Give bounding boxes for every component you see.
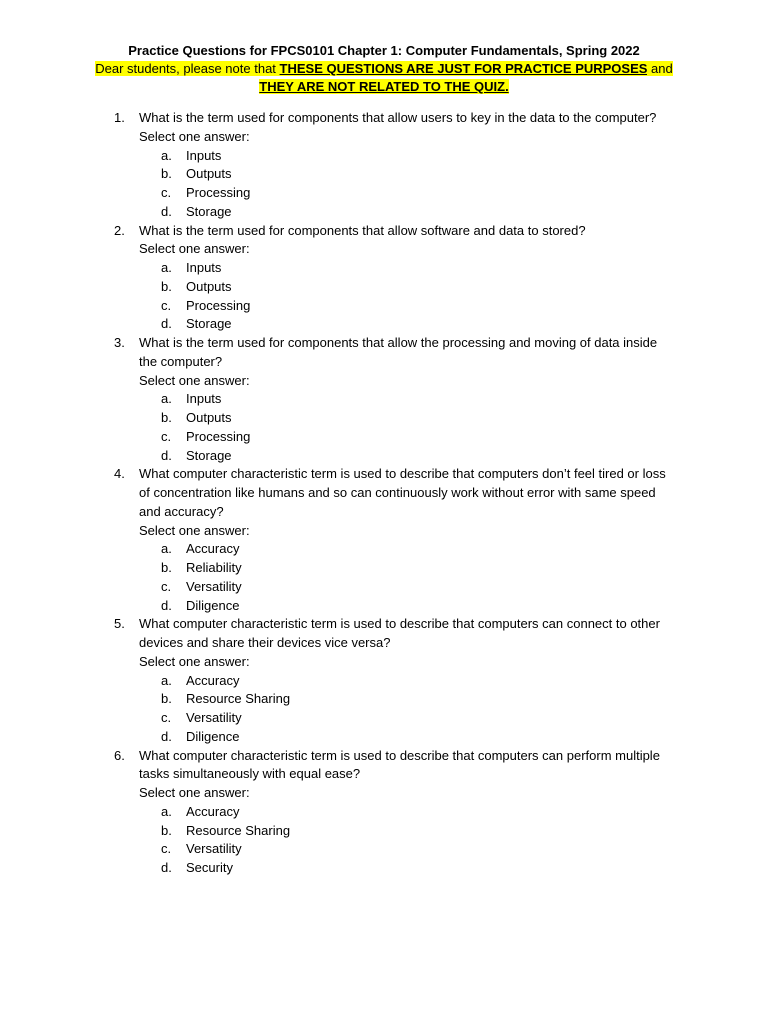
question-prompt: Select one answer: xyxy=(139,128,250,144)
question-item xyxy=(0,109,768,147)
answer-option xyxy=(0,259,768,278)
option-letter: d. xyxy=(161,728,172,744)
answer-option xyxy=(0,709,768,728)
question-text: What computer characteristic term is used to describe that computers can perform multiple tasks simultaneously with equal ease? xyxy=(139,747,660,782)
answer-option xyxy=(0,203,768,222)
option-text: Processing xyxy=(186,297,251,313)
option-letter: b. xyxy=(161,560,172,575)
document-title: Practice Questions for FPCS0101 Chapter 1: Computer Fundamentals, Spring 2022 xyxy=(128,43,640,58)
option-letter: c. xyxy=(161,185,172,200)
notice-prefix: Dear students, please note that xyxy=(95,61,280,76)
answer-option xyxy=(0,409,768,428)
question-prompt: Select one answer: xyxy=(139,785,250,800)
option-letter: b. xyxy=(161,278,172,294)
question-list xyxy=(0,109,768,878)
option-text: Processing xyxy=(186,428,251,444)
question-number: 6. xyxy=(114,747,125,763)
option-letter: d. xyxy=(161,316,172,332)
answer-option xyxy=(0,165,768,184)
option-text: Diligence xyxy=(186,728,240,744)
question-text: What computer characteristic term is used to describe that computers don’t feel tired or loss of concentration like humans and so can continuously work without error with same speed and accuracy? xyxy=(139,466,666,519)
option-text: Storage xyxy=(186,316,232,332)
option-text: Processing xyxy=(186,185,251,200)
option-letter: a. xyxy=(161,260,172,275)
answer-option xyxy=(0,447,768,466)
answer-option xyxy=(0,840,768,859)
option-letter: a. xyxy=(161,672,172,688)
document-header xyxy=(0,42,768,96)
option-letter: b. xyxy=(161,691,172,707)
option-letter: c. xyxy=(161,428,172,444)
answer-option xyxy=(0,803,768,822)
question-item xyxy=(0,334,768,390)
option-letter: a. xyxy=(161,541,172,557)
option-text: Inputs xyxy=(186,391,222,407)
answer-option xyxy=(0,672,768,691)
option-letter: b. xyxy=(161,166,172,182)
option-text: Versatility xyxy=(186,841,242,857)
question-prompt: Select one answer: xyxy=(139,372,250,388)
notice-emphasis-practice: THESE QUESTIONS ARE JUST FOR PRACTICE PURPOSES xyxy=(279,61,648,76)
answer-option xyxy=(0,578,768,597)
option-text: Storage xyxy=(186,203,232,219)
option-letter: a. xyxy=(161,803,172,819)
option-text: Reliability xyxy=(186,560,242,575)
option-letter: c. xyxy=(161,297,172,313)
option-text: Outputs xyxy=(186,166,232,182)
option-text: Accuracy xyxy=(186,541,240,557)
question-text: What is the term used for components that allow software and data to stored? xyxy=(139,222,586,238)
option-text: Accuracy xyxy=(186,672,240,688)
question-item xyxy=(0,747,768,803)
answer-option xyxy=(0,390,768,409)
notice-line-1 xyxy=(0,60,768,78)
option-letter: c. xyxy=(161,578,172,594)
option-text: Security xyxy=(186,860,233,875)
question-prompt: Select one answer: xyxy=(139,653,250,669)
option-text: Outputs xyxy=(186,410,232,425)
answer-option xyxy=(0,822,768,841)
option-text: Outputs xyxy=(186,278,232,294)
answer-option xyxy=(0,278,768,297)
answer-option xyxy=(0,540,768,559)
question-item xyxy=(0,465,768,540)
answer-option xyxy=(0,728,768,747)
question-number: 5. xyxy=(114,616,125,632)
answer-option xyxy=(0,297,768,316)
notice-line-2 xyxy=(0,78,768,96)
option-letter: c. xyxy=(161,710,172,725)
answer-option xyxy=(0,559,768,578)
option-text: Resource Sharing xyxy=(186,822,291,838)
option-letter: c. xyxy=(161,841,172,857)
option-letter: d. xyxy=(161,860,172,875)
question-number: 3. xyxy=(114,335,125,350)
question-number: 1. xyxy=(114,110,125,125)
answer-option xyxy=(0,147,768,166)
option-text: Accuracy xyxy=(186,803,240,819)
answer-option xyxy=(0,428,768,447)
question-prompt: Select one answer: xyxy=(139,241,250,257)
option-letter: d. xyxy=(161,447,172,463)
question-item xyxy=(0,222,768,260)
notice-emphasis-quiz: THEY ARE NOT RELATED TO THE QUIZ. xyxy=(259,79,509,94)
question-number: 2. xyxy=(114,222,125,238)
option-letter: a. xyxy=(161,147,172,163)
question-text: What is the term used for components that allow users to key in the data to the computer? xyxy=(139,110,657,125)
question-item xyxy=(0,615,768,671)
answer-option xyxy=(0,690,768,709)
option-text: Storage xyxy=(186,447,232,463)
option-letter: d. xyxy=(161,203,172,219)
question-text: What is the term used for components that allow the processing and moving of data inside the computer? xyxy=(139,335,658,369)
option-text: Diligence xyxy=(186,597,240,613)
notice-mid: and xyxy=(647,61,673,76)
option-text: Resource Sharing xyxy=(186,691,291,707)
option-text: Versatility xyxy=(186,578,242,594)
option-letter: b. xyxy=(161,410,172,425)
option-text: Versatility xyxy=(186,710,242,725)
answer-option xyxy=(0,859,768,878)
answer-option xyxy=(0,597,768,616)
option-letter: b. xyxy=(161,822,172,838)
question-prompt: Select one answer: xyxy=(139,522,250,538)
answer-option xyxy=(0,315,768,334)
question-number: 4. xyxy=(114,466,125,482)
option-letter: a. xyxy=(161,391,172,407)
option-text: Inputs xyxy=(186,260,222,275)
answer-option xyxy=(0,184,768,203)
option-text: Inputs xyxy=(186,147,222,163)
question-text: What computer characteristic term is used to describe that computers can connect to other devices and share their devices vice versa? xyxy=(139,616,660,650)
option-letter: d. xyxy=(161,597,172,613)
